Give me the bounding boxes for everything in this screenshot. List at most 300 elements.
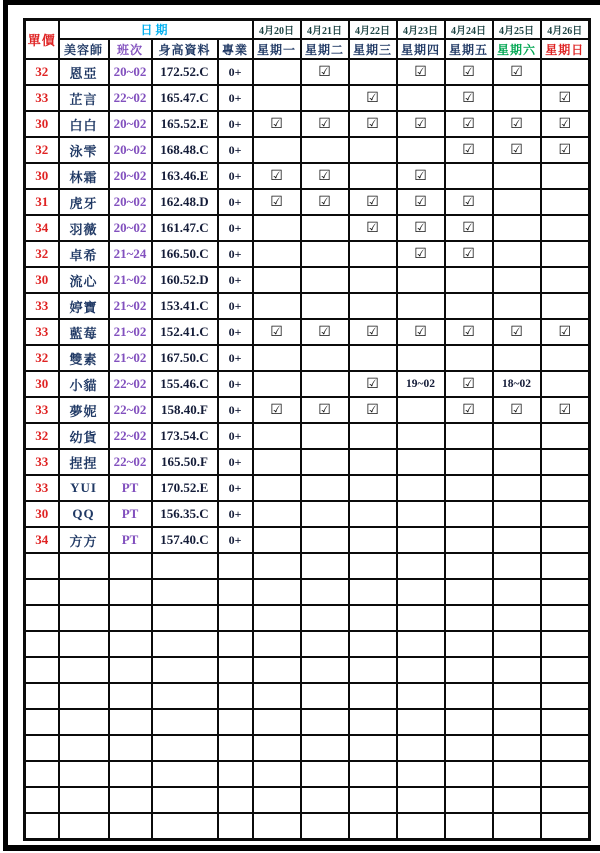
day-cell-checked: ☑ [397,241,445,267]
day-cell [445,293,493,319]
price-cell: 32 [25,241,59,267]
empty-table-row [25,579,590,605]
price-cell [25,735,59,761]
day-cell [253,241,301,267]
shift-cell: 21~02 [109,293,152,319]
beautician-name-cell: 夢妮 [59,397,109,423]
day-cell [253,423,301,449]
day-cell [253,657,301,683]
stats-cell: 165.52.E [152,111,218,137]
stats-cell: 162.48.D [152,189,218,215]
price-cell: 33 [25,85,59,111]
day-cell-checked: ☑ [349,111,397,137]
day-cell [493,709,541,735]
price-cell: 32 [25,59,59,85]
beautician-name-cell [59,631,109,657]
date-group-header: 日期 [59,20,253,40]
day-cell [541,631,590,657]
empty-table-row [25,813,590,839]
day-cell [541,267,590,293]
day-cell [445,683,493,709]
day-cell [493,85,541,111]
day-cell [253,631,301,657]
day-cell [397,475,445,501]
shift-cell [109,787,152,813]
price-cell: 32 [25,423,59,449]
shift-cell: 20~02 [109,189,152,215]
beautician-name-cell: 卓希 [59,241,109,267]
beautician-name-cell [59,683,109,709]
day-cell [541,657,590,683]
day-cell-checked: ☑ [349,85,397,111]
stats-cell [152,735,218,761]
specialty-cell [218,787,253,813]
day-cell-checked: ☑ [301,189,349,215]
beautician-name-cell: 流心 [59,267,109,293]
day-cell-checked: ☑ [445,397,493,423]
day-cell [445,449,493,475]
day-cell [493,293,541,319]
day-cell [301,423,349,449]
day-cell [349,293,397,319]
price-cell: 30 [25,111,59,137]
day-cell-checked: ☑ [397,59,445,85]
day-cell: 19~02 [397,371,445,397]
day-cell [445,267,493,293]
specialty-cell: 0+ [218,215,253,241]
day-cell [349,605,397,631]
day-cell-checked: ☑ [493,397,541,423]
date-header-sat: 4月25日 [493,20,541,40]
day-cell [541,813,590,839]
table-row [25,85,590,111]
day-cell [397,85,445,111]
price-cell [25,657,59,683]
day-cell-checked: ☑ [253,111,301,137]
day-cell-checked: ☑ [493,111,541,137]
beautician-column-header: 美容師 [59,39,109,59]
day-cell-checked: ☑ [445,85,493,111]
shift-cell: 20~02 [109,59,152,85]
day-cell-checked: ☑ [301,163,349,189]
day-cell [397,527,445,553]
day-cell [301,735,349,761]
day-cell-checked: ☑ [301,111,349,137]
price-cell [25,813,59,839]
empty-table-row [25,761,590,787]
day-cell-checked: ☑ [349,371,397,397]
day-cell [493,475,541,501]
day-cell [397,293,445,319]
price-cell [25,709,59,735]
day-cell [397,709,445,735]
price-column-header: 單價 [25,20,59,60]
day-cell [253,137,301,163]
specialty-cell: 0+ [218,189,253,215]
day-cell [301,527,349,553]
day-cell [349,241,397,267]
day-cell [349,423,397,449]
specialty-cell [218,579,253,605]
day-cell [397,813,445,839]
day-cell [397,137,445,163]
day-cell [253,267,301,293]
shift-cell [109,605,152,631]
day-cell [445,631,493,657]
shift-cell: 22~02 [109,85,152,111]
day-cell [445,761,493,787]
table-row [25,371,590,397]
empty-table-row [25,657,590,683]
day-cell [301,475,349,501]
empty-table-row [25,683,590,709]
stats-cell [152,657,218,683]
stats-cell: 155.46.C [152,371,218,397]
day-cell [541,475,590,501]
day-cell [301,215,349,241]
day-cell [253,215,301,241]
day-cell [445,787,493,813]
day-cell [253,527,301,553]
day-cell [445,735,493,761]
price-cell [25,605,59,631]
specialty-cell: 0+ [218,293,253,319]
day-cell [349,553,397,579]
shift-cell: PT [109,475,152,501]
day-cell-checked: ☑ [253,189,301,215]
day-cell [541,293,590,319]
table-row [25,137,590,163]
beautician-name-cell [59,735,109,761]
day-cell [253,475,301,501]
day-cell [301,241,349,267]
weekday-header-tue: 星期二 [301,39,349,59]
day-cell [397,735,445,761]
shift-cell [109,631,152,657]
price-cell: 32 [25,345,59,371]
day-cell [397,267,445,293]
day-cell [397,397,445,423]
day-cell [445,423,493,449]
day-cell [253,345,301,371]
day-cell [349,345,397,371]
table-row [25,215,590,241]
shift-cell: 20~02 [109,163,152,189]
stats-cell [152,631,218,657]
beautician-name-cell: 捏捏 [59,449,109,475]
beautician-name-cell: 芷言 [59,85,109,111]
price-cell: 34 [25,527,59,553]
day-cell [349,787,397,813]
day-cell [253,579,301,605]
day-cell-checked: ☑ [349,397,397,423]
specialty-cell: 0+ [218,85,253,111]
stats-cell: 165.47.C [152,85,218,111]
day-cell [349,267,397,293]
beautician-name-cell [59,709,109,735]
day-cell-checked: ☑ [301,397,349,423]
stats-column-header: 身高資料 [152,39,218,59]
stats-cell: 153.41.C [152,293,218,319]
day-cell [301,683,349,709]
day-cell [253,683,301,709]
day-cell [541,501,590,527]
day-cell [397,787,445,813]
specialty-cell [218,683,253,709]
stats-cell: 170.52.E [152,475,218,501]
day-cell [349,735,397,761]
specialty-cell: 0+ [218,423,253,449]
day-cell [445,709,493,735]
day-cell [253,501,301,527]
day-cell [493,423,541,449]
day-cell [253,813,301,839]
table-row [25,475,590,501]
shift-cell [109,657,152,683]
day-cell [493,657,541,683]
price-cell: 30 [25,163,59,189]
day-cell [301,579,349,605]
day-cell [541,163,590,189]
day-cell-checked: ☑ [253,163,301,189]
day-cell-checked: ☑ [541,397,590,423]
table-row [25,163,590,189]
day-cell-checked: ☑ [397,215,445,241]
weekday-header-sun: 星期日 [541,39,590,59]
specialty-cell: 0+ [218,137,253,163]
day-cell [349,579,397,605]
specialty-cell: 0+ [218,59,253,85]
table-row [25,423,590,449]
day-cell [349,527,397,553]
price-cell: 32 [25,137,59,163]
empty-table-row [25,631,590,657]
stats-cell: 156.35.C [152,501,218,527]
day-cell [301,813,349,839]
beautician-name-cell [59,605,109,631]
day-cell [541,345,590,371]
day-cell [397,761,445,787]
day-cell-checked: ☑ [493,59,541,85]
specialty-cell: 0+ [218,111,253,137]
day-cell [541,371,590,397]
shift-cell: 21~02 [109,319,152,345]
day-cell [301,137,349,163]
day-cell-checked: ☑ [493,137,541,163]
day-cell-checked: ☑ [301,59,349,85]
beautician-name-cell [59,761,109,787]
day-cell [541,215,590,241]
shift-cell: 20~02 [109,215,152,241]
shift-cell: PT [109,501,152,527]
day-cell [301,267,349,293]
shift-cell [109,761,152,787]
day-cell [301,553,349,579]
specialty-cell [218,657,253,683]
day-cell [349,631,397,657]
stats-cell: 152.41.C [152,319,218,345]
day-cell-checked: ☑ [253,397,301,423]
day-cell [493,163,541,189]
day-cell [301,657,349,683]
day-cell [493,527,541,553]
table-row [25,449,590,475]
day-cell [301,85,349,111]
day-cell [493,501,541,527]
day-cell [349,501,397,527]
day-cell [301,605,349,631]
day-cell [301,371,349,397]
shift-cell: 22~02 [109,423,152,449]
day-cell [493,449,541,475]
day-cell-checked: ☑ [397,111,445,137]
day-cell-checked: ☑ [253,319,301,345]
day-cell [397,423,445,449]
day-cell [253,553,301,579]
specialty-cell [218,631,253,657]
day-cell-checked: ☑ [541,85,590,111]
day-cell [301,787,349,813]
stats-cell [152,553,218,579]
shift-cell [109,813,152,839]
beautician-name-cell: 白白 [59,111,109,137]
shift-cell [109,709,152,735]
day-cell [493,631,541,657]
stats-cell: 165.50.F [152,449,218,475]
day-cell-checked: ☑ [445,371,493,397]
table-row [25,293,590,319]
stats-cell: 158.40.F [152,397,218,423]
day-cell [493,787,541,813]
beautician-name-cell: YUI [59,475,109,501]
day-cell [349,813,397,839]
price-cell: 33 [25,475,59,501]
beautician-name-cell: 方方 [59,527,109,553]
stats-cell: 172.52.C [152,59,218,85]
stats-cell: 160.52.D [152,267,218,293]
stats-cell [152,787,218,813]
day-cell [397,631,445,657]
beautician-name-cell: 婷寶 [59,293,109,319]
day-cell [397,579,445,605]
specialty-cell [218,735,253,761]
day-cell [253,293,301,319]
day-cell [541,709,590,735]
day-cell [493,215,541,241]
day-cell [349,683,397,709]
price-cell: 30 [25,501,59,527]
price-cell: 31 [25,189,59,215]
beautician-name-cell: 泳雫 [59,137,109,163]
day-cell-checked: ☑ [397,163,445,189]
day-cell [541,241,590,267]
header-row-dates [25,20,590,40]
beautician-name-cell: QQ [59,501,109,527]
specialty-cell: 0+ [218,267,253,293]
weekday-header-wed: 星期三 [349,39,397,59]
weekday-header-fri: 星期五 [445,39,493,59]
day-cell [541,189,590,215]
shift-cell: PT [109,527,152,553]
specialty-cell [218,813,253,839]
day-cell [445,605,493,631]
day-cell [541,423,590,449]
price-cell [25,787,59,813]
shift-cell: 20~02 [109,111,152,137]
day-cell [253,371,301,397]
day-cell [541,553,590,579]
day-cell [349,657,397,683]
day-cell-checked: ☑ [397,319,445,345]
specialty-cell: 0+ [218,527,253,553]
shift-cell [109,683,152,709]
table-row [25,345,590,371]
beautician-name-cell [59,657,109,683]
shift-cell [109,579,152,605]
price-cell: 34 [25,215,59,241]
table-row [25,397,590,423]
day-cell-checked: ☑ [349,189,397,215]
table-row [25,527,590,553]
day-cell [253,59,301,85]
day-cell [541,527,590,553]
price-cell: 33 [25,293,59,319]
day-cell [445,475,493,501]
price-cell: 30 [25,267,59,293]
beautician-name-cell: 羽薇 [59,215,109,241]
stats-cell: 168.48.C [152,137,218,163]
day-cell [253,605,301,631]
beautician-name-cell: 虎牙 [59,189,109,215]
day-cell-checked: ☑ [445,319,493,345]
specialty-cell: 0+ [218,371,253,397]
specialty-cell [218,761,253,787]
day-cell [397,657,445,683]
day-cell [541,787,590,813]
day-cell [301,345,349,371]
shift-cell: 21~02 [109,345,152,371]
stats-cell: 166.50.C [152,241,218,267]
price-cell [25,631,59,657]
beautician-name-cell [59,553,109,579]
weekday-header-thu: 星期四 [397,39,445,59]
day-cell [445,579,493,605]
stats-cell: 167.50.C [152,345,218,371]
day-cell [253,449,301,475]
day-cell-checked: ☑ [493,319,541,345]
day-cell [301,631,349,657]
day-cell [445,501,493,527]
day-cell [493,241,541,267]
specialty-cell: 0+ [218,501,253,527]
day-cell [493,189,541,215]
specialty-cell [218,605,253,631]
table-row [25,267,590,293]
schedule-table [23,18,591,841]
day-cell [253,761,301,787]
date-header-wed: 4月22日 [349,20,397,40]
stats-cell [152,683,218,709]
day-cell [301,501,349,527]
weekday-header-sat: 星期六 [493,39,541,59]
shift-cell [109,735,152,761]
day-cell [349,475,397,501]
day-cell [541,605,590,631]
day-cell [349,709,397,735]
beautician-name-cell: 恩亞 [59,59,109,85]
price-cell [25,579,59,605]
specialty-cell: 0+ [218,397,253,423]
